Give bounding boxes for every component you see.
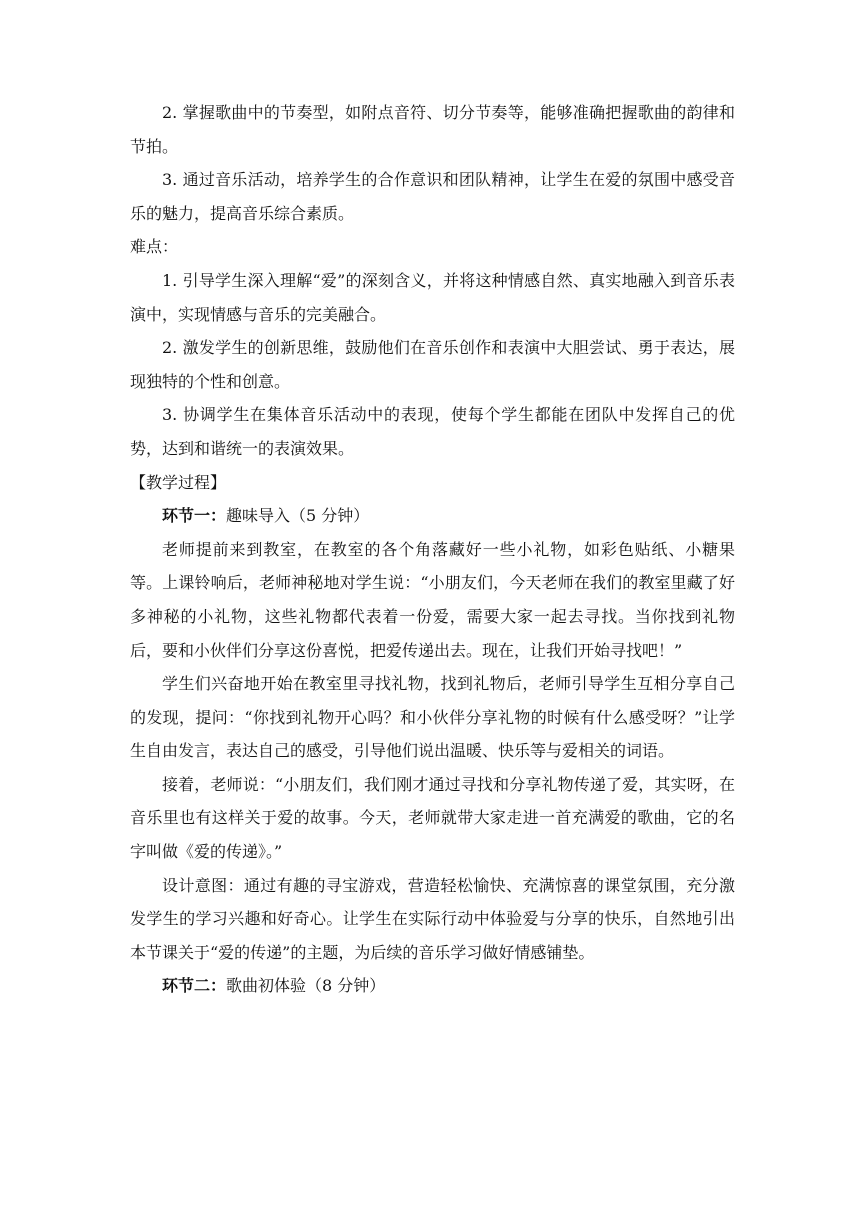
section-2-title: 环节二：	[162, 976, 227, 996]
section-2-heading	[130, 969, 735, 1003]
difficulty-2: 2. 激发学生的创新思维，鼓励他们在音乐创作和表演中大胆尝试、勇于表达，展现独特的个性和创意。	[130, 338, 735, 391]
key-point-3: 3. 通过音乐活动，培养学生的合作意识和团队精神，让学生在爱的氛围中感受音乐的魅力，提高音乐综合素质。	[130, 170, 735, 223]
section-1-paragraph: 学生们兴奋地开始在教室里寻找礼物，找到礼物后，老师引导学生互相分享自己的发现，提问：“你找到礼物开心吗？和小伙伴分享礼物的时候有什么感受呀？”让学生自由发言，表达自己的感受，引导他们说出温暖、快乐等与爱相关的词语。	[130, 674, 735, 761]
difficulty-3: 3. 协调学生在集体音乐活动中的表现，使每个学生都能在团队中发挥自己的优势，达到和谐统一的表演效果。	[130, 405, 735, 458]
process-heading: 【教学过程】	[130, 472, 227, 492]
difficulties-heading: 难点：	[130, 237, 179, 257]
section-1-subtitle: 趣味导入（5 分钟）	[226, 506, 370, 526]
section-1-heading	[130, 499, 735, 533]
document-page	[130, 96, 735, 1003]
difficulty-1: 1. 引导学生深入理解“爱”的深刻含义，并将这种情感自然、真实地融入到音乐表演中，实现情感与音乐的完美融合。	[130, 270, 735, 324]
design-intent: 设计意图：通过有趣的寻宝游戏，营造轻松愉快、充满惊喜的课堂氛围，充分激发学生的学习兴趣和好奇心。让学生在实际行动中体验爱与分享的快乐，自然地引出本节课关于“爱的传递”的主题，为后续的音乐学习做好情感铺垫。	[130, 875, 735, 962]
section-1-paragraph: 接着，老师说：“小朋友们，我们刚才通过寻找和分享礼物传递了爱，其实呀，在音乐里也有这样关于爱的故事。今天，老师就带大家走进一首充满爱的歌曲，它的名字叫做《爱的传递》。”	[130, 774, 735, 862]
section-1-title: 环节一：	[162, 506, 227, 526]
section-1-paragraph: 老师提前来到教室，在教室的各个角落藏好一些小礼物，如彩色贴纸、小糖果等。上课铃响后，老师神秘地对学生说：“小朋友们，今天老师在我们的教室里藏了好多神秘的小礼物，这些礼物都代表着一份爱，需要大家一起去寻找。当你找到礼物后，要和小伙伴们分享这份喜悦，把爱传递出去。现在，让我们开始寻找吧！”	[130, 539, 735, 660]
section-2-subtitle: 歌曲初体验（8 分钟）	[226, 976, 386, 996]
key-point-2: 2. 掌握歌曲中的节奏型，如附点音符、切分节奏等，能够准确把握歌曲的韵律和节拍。	[130, 103, 735, 156]
